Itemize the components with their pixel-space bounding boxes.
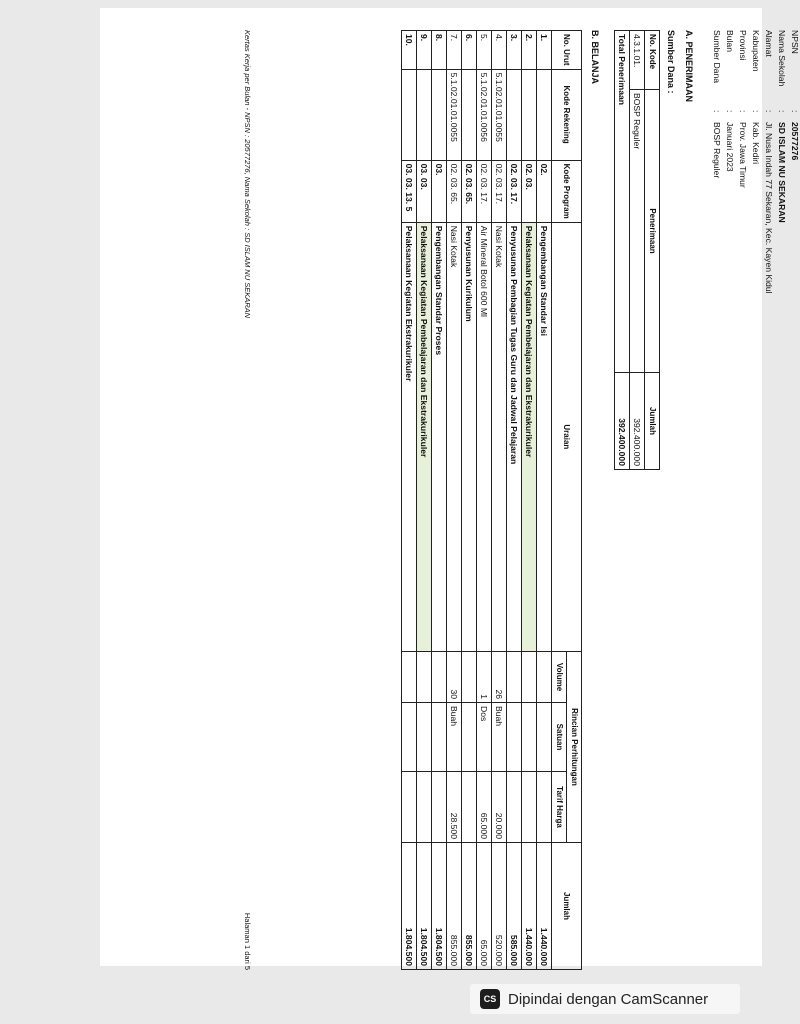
- cell-satuan: [402, 703, 417, 772]
- cell-kode-program: 02.: [537, 160, 552, 222]
- table-row: [462, 31, 477, 970]
- camscanner-watermark: [470, 984, 740, 1014]
- table-row: [447, 31, 462, 970]
- section-belanja-title: B. BELANJA: [590, 30, 600, 85]
- info-label: Provinsi: [738, 30, 748, 61]
- info-row-fund-source: [710, 30, 722, 530]
- info-row-npsn: [788, 30, 800, 530]
- cell-satuan: [432, 703, 447, 772]
- cell-volume: [432, 652, 447, 703]
- cell-jumlah: 855.000: [447, 843, 462, 970]
- cell-kode-rekening: [522, 69, 537, 160]
- camscanner-text: Dipindai dengan CamScanner: [508, 990, 709, 1008]
- table-row: [432, 31, 447, 970]
- info-label: Alamat: [764, 30, 774, 57]
- cell-kode-program: 02. 03. 65.: [462, 160, 477, 222]
- table-header-row: [567, 31, 582, 970]
- cell-no: 8.: [432, 31, 447, 70]
- info-row-address: [762, 30, 774, 530]
- cell-tarif: 65.000: [477, 772, 492, 843]
- header-tarif: Tarif Harga: [552, 772, 567, 843]
- cell-kode-rekening: 5.1.02.01.01.0055: [492, 69, 507, 160]
- total-value: 392.400.000: [615, 373, 630, 470]
- header-no-urut: No. Urut: [552, 31, 582, 70]
- info-label: Nama Sekolah: [777, 30, 787, 87]
- cell-satuan: [522, 703, 537, 772]
- cell-jumlah: 65.000: [477, 843, 492, 970]
- page-number: Halaman 1 dari 5: [243, 912, 252, 970]
- header-jumlah: Jumlah: [552, 843, 582, 970]
- cell-no: 4.: [492, 31, 507, 70]
- cell-kode-program: 03. 03. 13. 5: [402, 160, 417, 222]
- header-penerimaan: Penerimaan: [645, 90, 660, 373]
- cell-tarif: [417, 772, 432, 843]
- cell-uraian: Nasi Kotak: [447, 222, 462, 651]
- cell-uraian: Air Mineral Botol 600 Ml: [477, 222, 492, 651]
- info-value: SD ISLAM NU SEKARAN: [777, 122, 787, 223]
- cell-jumlah: 392.400.000: [630, 373, 645, 470]
- info-colon: :: [777, 110, 787, 113]
- cell-tarif: [432, 772, 447, 843]
- cell-kode-program: 02. 03. 65.: [447, 160, 462, 222]
- table-row: [417, 31, 432, 970]
- info-value: Prov. Jawa Timur: [738, 122, 748, 188]
- cell-kode-rekening: [462, 69, 477, 160]
- penerimaan-table: [614, 30, 660, 470]
- header-kode-program: Kode Program: [552, 160, 582, 222]
- cell-kode-rekening: [402, 69, 417, 160]
- info-value: BOSP Reguler: [712, 122, 722, 179]
- table-row: [507, 31, 522, 970]
- cell-no: 2.: [522, 31, 537, 70]
- cell-kode-rekening: 5.1.02.01.01.0056: [477, 69, 492, 160]
- cell-uraian: Nasi Kotak: [492, 222, 507, 651]
- table-row: [402, 31, 417, 970]
- info-label: Sumber Dana: [712, 30, 722, 84]
- cell-penerimaan: BOSP Reguler: [630, 90, 645, 373]
- cell-jumlah: 585.000: [507, 843, 522, 970]
- cell-uraian: Pengembangan Standar Proses: [432, 222, 447, 651]
- header-kode-rekening: Kode Rekening: [552, 69, 582, 160]
- info-row-province: [736, 30, 748, 530]
- cell-kode-rekening: [507, 69, 522, 160]
- cell-jumlah: 1.804.500: [417, 843, 432, 970]
- header-jumlah: Jumlah: [645, 373, 660, 470]
- cell-uraian: Pelaksanaan Kegiatan Pembelajaran dan Ekstrakurikuler: [417, 222, 432, 651]
- cell-satuan: [537, 703, 552, 772]
- cell-kode-rekening: 5.1.02.01.01.0055: [447, 69, 462, 160]
- rotated-document: [200, 30, 800, 990]
- cell-jumlah: 1.440.000: [537, 843, 552, 970]
- info-label: Kabupaten: [751, 30, 761, 72]
- cell-volume: [522, 652, 537, 703]
- info-colon: :: [790, 110, 800, 113]
- cell-uraian: Pelaksanaan Kegiatan Ekstrakurikuler: [402, 222, 417, 651]
- cell-tarif: [507, 772, 522, 843]
- cell-jumlah: 1.440.000: [522, 843, 537, 970]
- cell-jumlah: 1.804.500: [432, 843, 447, 970]
- info-colon: :: [712, 110, 722, 113]
- info-colon: :: [725, 110, 735, 113]
- info-colon: :: [751, 110, 761, 113]
- cell-kode-program: 03. 03.: [417, 160, 432, 222]
- cell-tarif: [522, 772, 537, 843]
- cell-kode-program: 02. 03.: [522, 160, 537, 222]
- info-colon: :: [738, 110, 748, 113]
- cell-tarif: [537, 772, 552, 843]
- header-satuan: Satuan: [552, 703, 567, 772]
- info-row-month: [723, 30, 735, 530]
- header-no-kode: No. Kode: [645, 31, 660, 90]
- total-row: [615, 31, 630, 470]
- cell-satuan: [507, 703, 522, 772]
- belanja-body: [402, 31, 552, 970]
- info-label: Bulan: [725, 30, 735, 52]
- cell-satuan: Buah: [492, 703, 507, 772]
- cell-kode-rekening: [432, 69, 447, 160]
- cell-jumlah: 520.000: [492, 843, 507, 970]
- cell-tarif: 28.500: [447, 772, 462, 843]
- header-rincian: Rincian Perhitungan: [567, 652, 582, 843]
- cell-volume: 26: [492, 652, 507, 703]
- cell-volume: [507, 652, 522, 703]
- cell-no: 5.: [477, 31, 492, 70]
- footer-left: Kertas Kerja per Bulan - NPSN : 20577276, Nama Sekolah : SD ISLAM NU SEKARAN: [243, 30, 252, 319]
- table-row: [630, 31, 645, 470]
- info-value: Januari 2023: [725, 122, 735, 172]
- school-info: [700, 30, 800, 530]
- scanned-page: [100, 8, 800, 970]
- cell-jumlah: 1.804.500: [402, 843, 417, 970]
- cell-satuan: Buah: [447, 703, 462, 772]
- cell-kode-program: 02. 03. 17.: [492, 160, 507, 222]
- section-penerimaan-title: A. PENERIMAAN: [684, 30, 694, 103]
- cell-no: 3.: [507, 31, 522, 70]
- info-value: Jl. Nusa Indah 77 Sekaran, Kec. Kayen Kidul: [764, 122, 774, 294]
- cell-satuan: [462, 703, 477, 772]
- cell-kode-rekening: [537, 69, 552, 160]
- cell-uraian: Pelaksanaan Kegiatan Pembelajaran dan Ekstrakurikuler: [522, 222, 537, 651]
- table-row: [537, 31, 552, 970]
- cell-kode-program: 02. 03. 17.: [477, 160, 492, 222]
- cell-volume: [402, 652, 417, 703]
- camscanner-logo-icon: CS: [480, 989, 500, 1009]
- cell-tarif: [402, 772, 417, 843]
- cell-volume: [417, 652, 432, 703]
- table-header-row: [645, 31, 660, 470]
- cell-volume: 1: [477, 652, 492, 703]
- cell-no: 10.: [402, 31, 417, 70]
- cell-uraian: Penyusunan Kurikulum: [462, 222, 477, 651]
- cell-kode: 4.3.1.01.: [630, 31, 645, 90]
- info-value: Kab. Kediri: [751, 122, 761, 165]
- cell-no: 7.: [447, 31, 462, 70]
- cell-jumlah: 855.000: [462, 843, 477, 970]
- cell-kode-rekening: [417, 69, 432, 160]
- cell-tarif: [462, 772, 477, 843]
- sumber-dana-label: Sumber Dana :: [666, 30, 676, 94]
- header-uraian: Uraian: [552, 222, 582, 651]
- cell-satuan: Dos: [477, 703, 492, 772]
- info-colon: :: [764, 110, 774, 113]
- info-row-district: [749, 30, 761, 530]
- cell-no: 1.: [537, 31, 552, 70]
- cell-no: 6.: [462, 31, 477, 70]
- cell-volume: [537, 652, 552, 703]
- header-volume: Volume: [552, 652, 567, 703]
- cell-kode-program: 03.: [432, 160, 447, 222]
- cell-no: 9.: [417, 31, 432, 70]
- cell-satuan: [417, 703, 432, 772]
- table-row: [522, 31, 537, 970]
- table-row: [492, 31, 507, 970]
- belanja-table: [401, 30, 582, 970]
- cell-kode-program: 02. 03. 17.: [507, 160, 522, 222]
- table-row: [477, 31, 492, 970]
- cell-tarif: 20.000: [492, 772, 507, 843]
- cell-volume: [462, 652, 477, 703]
- info-row-school: [775, 30, 787, 530]
- total-label: Total Penerimaan: [615, 31, 630, 373]
- cell-uraian: Pengembangan Standar Isi: [537, 222, 552, 651]
- cell-uraian: Penyusunan Pembagian Tugas Guru dan Jadwal Pelajaran: [507, 222, 522, 651]
- cell-volume: 30: [447, 652, 462, 703]
- info-value: 20577276: [790, 122, 800, 161]
- info-label: NPSN: [790, 30, 800, 54]
